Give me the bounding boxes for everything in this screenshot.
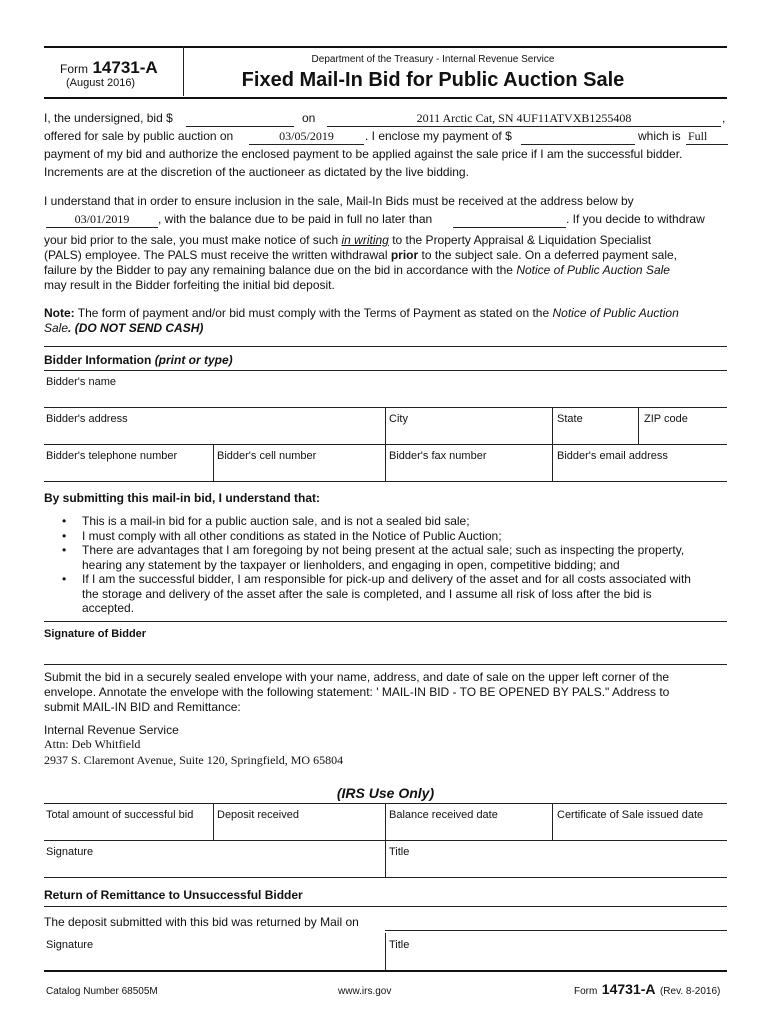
deposit-received-field[interactable] [214,804,384,839]
bidder-info-subtitle: (print or type) [154,353,233,367]
submitting-title: By submitting this mail-in bid, I understand that: [44,491,320,505]
form-number: 14731-A [92,58,158,77]
bidder-info-title-text: Bidder Information [44,353,152,367]
irs-signature-field[interactable] [44,841,384,876]
form-title: Fixed Mail-In Bid for Public Auction Sale [241,69,625,91]
return-date-field[interactable] [385,915,727,931]
irs-title-label: Title [389,846,410,858]
footer-top-rule [44,970,727,972]
on-label: on [302,111,316,125]
bidder-signature-field[interactable] [44,641,727,663]
understand-line-3c: to the Property Appraisal & Liquidation Specialist [392,233,652,247]
header-divider [183,46,184,96]
footer-form-id [574,981,720,999]
understand-line-3 [44,233,651,248]
note-line-1 [44,306,679,321]
header-top-rule [44,46,727,48]
prior-text: prior [390,248,419,262]
understand-line-4c: to the subject sale. On a deferred payment sale, [421,248,677,262]
bullet-3-line-1: There are advantages that I am foregoing by not being present at the actual sale; such as inspecting the property, [82,543,685,557]
bidder-address-label: Bidder's address [46,413,128,425]
form-word: Form [60,62,88,76]
understand-line-5 [44,263,670,278]
balance-due-label: , with the balance due to be paid in full no later than [158,212,433,226]
bullet-mark: • [62,528,67,543]
city-label: City [389,413,408,425]
remittance-top-rule [44,906,727,907]
address-line-1: Internal Revenue Service [44,723,179,737]
note-line-1a: The form of payment and/or bid must comply with the Terms of Payment as stated on the [77,306,550,320]
footer-rev: (Rev. 8-2016) [659,986,721,997]
understand-line-5a: failure by the Bidder to pay any remaining balance due on the bid in accordance with the [44,263,513,277]
withdraw-label: . If you decide to withdraw [566,212,705,226]
balance-date-field[interactable] [386,804,551,839]
payment-label: . I enclose my payment of $ [365,129,512,143]
bullet-mark: • [62,543,67,557]
remittance-title-label: Title [389,939,410,951]
state-label: State [557,413,583,425]
bullet-mark: • [62,572,67,586]
state-field[interactable] [553,408,637,443]
city-field[interactable] [386,408,551,443]
payment-type-field[interactable]: Full [686,129,728,145]
irs-signature-label: Signature [46,846,94,858]
balance-date-label: Balance received date [389,809,498,821]
signature-of-bidder-label: Signature of Bidder [44,628,147,640]
note-sale-text: Sale [44,321,69,335]
bid-amount-field[interactable] [186,111,294,127]
email-label: Bidder's email address [557,450,668,462]
understand-line-6: may result in the Bidder forfeiting the initial bid deposit. [44,278,335,292]
telephone-field[interactable] [44,445,212,480]
understand-line-3a: your bid prior to the sale, you must make notice of such [44,233,339,247]
cell-field[interactable] [214,445,384,480]
submit-line-3: submit MAIL-IN BID and Remittance: [44,700,241,714]
property-field[interactable]: 2011 Arctic Cat, SN 4UF11ATVXB1255408 [327,111,721,127]
understand-line-1: I understand that in order to ensure inclusion in the sale, Mail-In Bids must be received at the address below by [44,194,634,208]
total-bid-field[interactable] [44,804,212,839]
bullet-4-line-2: the storage and delivery of the asset after the sale is completed, and I assume all risk of loss after the bid is [82,586,652,601]
understand-line-4 [44,248,677,263]
deposit-received-label: Deposit received [217,809,299,821]
footer-form-number: 14731-A [601,981,656,997]
bullet-3-line-2: hearing any statement by the taxpayer or lienholders, and engaging in open, competitive bidding; and [82,557,620,572]
zip-label: ZIP code [644,413,688,425]
form-id [60,58,158,78]
notice-ref-text: Notice of Public Auction Sale [516,263,670,277]
in-writing-text: in writing [341,233,389,247]
department-line: Department of the Treasury - Internal Revenue Service [311,54,555,65]
irs-title-field[interactable] [386,841,727,876]
sale-date-field[interactable]: 03/05/2019 [249,129,364,145]
bidder-name-field[interactable] [44,371,727,406]
irs-use-title: (IRS Use Only) [336,785,435,801]
which-is-label: which is [638,129,681,143]
received-by-field[interactable]: 03/01/2019 [46,212,158,228]
submit-line-2: envelope. Annotate the envelope with the following statement: ' MAIL-IN BID - TO BE OPENED BY PALS." Address to [44,685,670,699]
fax-label: Bidder's fax number [389,450,487,462]
remittance-title: Return of Remittance to Unsuccessful Bidder [44,888,303,902]
irs-bottom-rule [44,877,727,878]
cell-label: Bidder's cell number [217,450,317,462]
bidder-info-title [44,353,233,368]
remittance-title-field[interactable] [386,934,727,969]
bullet-text [82,572,732,616]
website: www.irs.gov [338,986,392,997]
header-bottom-rule [44,97,727,99]
bullet-4-line-3: accepted. [82,601,135,615]
signature-bottom-rule [44,664,727,665]
bidder-address-field[interactable] [44,408,384,443]
bullet-mark: • [62,514,67,528]
no-cash-text: . (DO NOT SEND CASH) [68,321,204,335]
footer-form-word: Form [574,986,598,997]
bullet-text: This is a mail-in bid for a public auction sale, and is not a sealed bid sale; [82,514,470,528]
balance-due-field[interactable] [453,212,566,228]
telephone-label: Bidder's telephone number [46,450,178,462]
note-line-2 [44,321,203,336]
signature-top-rule [44,621,727,622]
catalog-number: Catalog Number 68505M [46,986,158,997]
note-notice-ref: Notice of Public Auction [552,306,679,320]
understand-line-4a: (PALS) employee. The PALS must receive the written withdrawal [44,248,388,262]
certificate-date-field[interactable] [553,804,727,839]
remittance-signature-label: Signature [46,939,94,951]
note-label: Note: [44,306,75,320]
bid-amount-label: I, the undersigned, bid $ [44,111,173,125]
comma-mark: , [722,111,726,125]
address-line-2: Attn: Deb Whitfield [44,737,141,751]
payment-amount-field[interactable] [521,129,635,145]
bullet-4-line-1: If I am the successful bidder, I am responsible for pick-up and delivery of the asset and for all costs associated with [82,572,691,586]
zip-field[interactable] [639,408,727,443]
address-line-3: 2937 S. Claremont Avenue, Suite 120, Springfield, MO 65804 [44,753,344,767]
intro-line-4: Increments are at the discretion of the auctioneer as dictated by the live bidding. [44,165,469,179]
bidder-section-top-rule [44,346,727,347]
bullet-text [82,543,732,572]
remittance-signature-field[interactable] [44,934,384,969]
intro-line-3: payment of my bid and authorize the enclosed payment to be applied against the sale price if I am the successful bidder. [44,147,683,161]
sale-date-label: offered for sale by public auction on [44,129,234,143]
remittance-deposit-text: The deposit submitted with this bid was returned by Mail on [44,915,359,929]
email-field[interactable] [553,445,727,480]
bidder-row-3-rule [44,481,727,482]
submit-line-1: Submit the bid in a securely sealed envelope with your name, address, and date of sale on the upper left corner of the [44,670,670,684]
total-bid-label: Total amount of successful bid [46,809,194,821]
certificate-date-label: Certificate of Sale issued date [557,809,704,821]
bidder-name-label: Bidder's name [46,376,116,388]
fax-field[interactable] [386,445,551,480]
bullet-text: I must comply with all other conditions as stated in the Notice of Public Auction; [82,528,502,543]
form-date: (August 2016) [66,77,136,89]
